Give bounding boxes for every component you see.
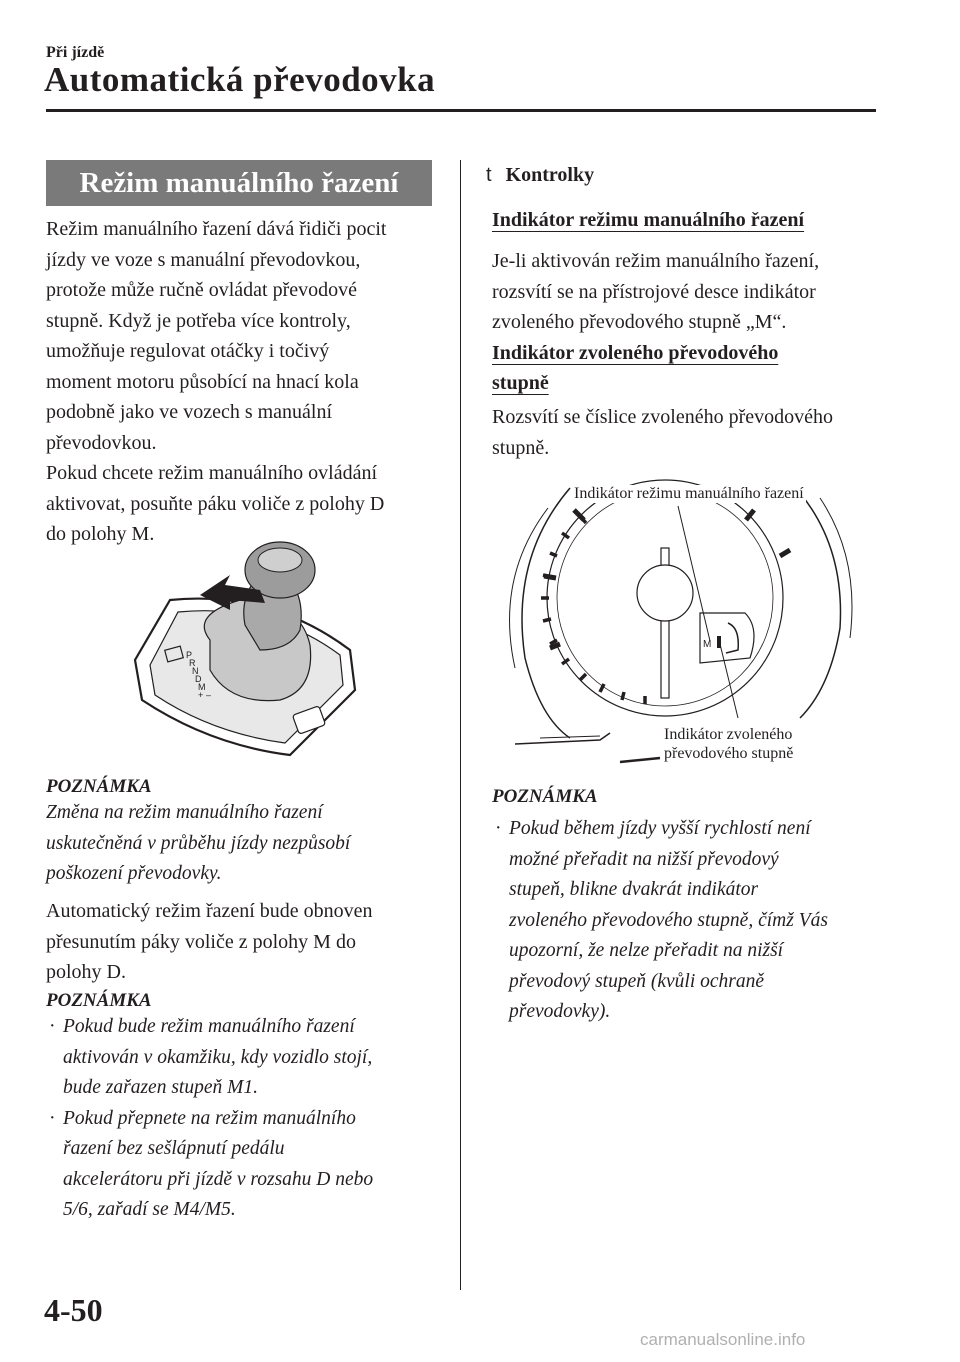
kontrolky-heading — [486, 164, 594, 187]
intro-paragraph — [46, 214, 446, 550]
kontrolky-title: Kontrolky — [505, 164, 595, 186]
intro-line: stupně. Když je potřeba více kontroly, — [46, 309, 351, 332]
note-line: Pokud během jízdy vyšší rychlostí není — [509, 818, 811, 839]
note-heading: POZNÁMKA — [492, 786, 598, 807]
note-heading: POZNÁMKA — [46, 776, 152, 797]
note-line: Pokud přepnete na režim manuálního — [63, 1107, 356, 1129]
page-title: Automatická převodovka — [44, 60, 436, 99]
intro-line: do polohy M. — [46, 523, 155, 545]
section-marker: t — [486, 164, 492, 186]
bullet-dot: · — [495, 818, 502, 839]
note-line: převodovky). — [509, 1001, 611, 1022]
figure-label-line: Indikátor zvoleného — [664, 726, 793, 743]
m-indicator-label: M — [703, 639, 712, 650]
shifter-label-p: P — [186, 650, 193, 660]
shifter-label-minus: – — [206, 690, 212, 700]
note-line: uskutečněná v průběhu jízdy nezpůsobí — [46, 832, 351, 854]
para-line: Automatický režim řazení bude obnoven — [46, 900, 373, 922]
para-line: přesunutím páky voliče z polohy M do — [46, 930, 356, 953]
note-line: aktivován v okamžiku, kdy vozidlo stojí, — [63, 1046, 373, 1068]
note-line: možné přeřadit na nižší převodový — [509, 848, 779, 870]
figure-label-gear-indicator — [664, 725, 793, 763]
note-line: zvoleného převodového stupně, čímž Vás — [509, 909, 828, 931]
para-line: stupně. — [492, 436, 550, 459]
intro-line: protože může ručně ovládat převodové — [46, 279, 357, 301]
note-line: stupeň, blikne dvakrát indikátor — [509, 879, 759, 900]
intro-line: jízdy ve voze s manuální převodovkou, — [46, 248, 361, 271]
note-line: Pokud bude režim manuálního řazení — [63, 1016, 355, 1037]
para-line: Rozsvítí se číslice zvoleného převodového — [492, 406, 834, 428]
intro-line: aktivovat, posuňte páku voliče z polohy D — [46, 492, 385, 515]
note-line: poškození převodovky. — [46, 863, 222, 884]
note-1 — [46, 776, 446, 890]
figure-label-line: převodového stupně — [664, 745, 794, 762]
subheading-mode-indicator: Indikátor režimu manuálního řazení — [492, 209, 805, 231]
section-title: Režim manuálního řazení — [46, 160, 432, 206]
note-bullet — [492, 814, 892, 1028]
intro-line: Pokud chcete režim manuálního ovládání — [46, 462, 378, 484]
chapter-label: Při jízdě — [46, 44, 105, 61]
note-3 — [492, 786, 892, 1028]
subheading-line: stupně — [492, 372, 549, 394]
note-bullet — [46, 1012, 456, 1104]
paragraph-2 — [46, 896, 446, 988]
note-heading: POZNÁMKA — [46, 990, 152, 1011]
title-rule — [46, 109, 876, 112]
shifter-label-d: D — [195, 674, 202, 684]
para-line: zvoleného převodového stupně „M“. — [492, 311, 787, 333]
gear-shifter-illustration — [130, 540, 370, 760]
note-line: akcelerátoru při jízdě v rozsahu D nebo — [63, 1168, 374, 1190]
intro-line: moment motoru působící na hnací kola — [46, 370, 359, 393]
intro-line: podobně jako ve vozech s manuální — [46, 401, 333, 423]
para-line: Je-li aktivován režim manuálního řazení, — [492, 250, 820, 272]
intro-line: Režim manuálního řazení dává řidiči pocit — [46, 218, 387, 240]
watermark: carmanualsonline.info — [640, 1330, 806, 1349]
bullet-dot: · — [49, 1107, 56, 1129]
subheading-line: Indikátor zvoleného převodového — [492, 342, 779, 364]
intro-line: umožňuje regulovat otáčky i točivý — [46, 340, 330, 362]
page-number: 4-50 — [44, 1292, 103, 1328]
note-line: Změna na režim manuálního řazení — [46, 802, 323, 823]
note-line: bude zařazen stupeň M1. — [63, 1077, 258, 1098]
shifter-label-plus: + — [198, 690, 204, 700]
note-line: řazení bez sešlápnutí pedálu — [63, 1138, 285, 1159]
bullet-dot: · — [49, 1016, 56, 1037]
gear-indicator-text — [492, 402, 892, 463]
subheading-gear-indicator — [492, 338, 778, 398]
figure-label-mode-indicator: Indikátor režimu manuálního řazení — [574, 485, 804, 502]
column-divider — [460, 160, 461, 1290]
shifter-label-r: R — [189, 658, 196, 668]
para-line: polohy D. — [46, 961, 126, 983]
note-line: upozorní, že nelze přeřadit na nižší — [509, 940, 784, 961]
intro-line: převodovkou. — [46, 431, 157, 454]
shifter-label-n: N — [192, 666, 199, 676]
note-line: 5/6, zařadí se M4/M5. — [63, 1199, 236, 1220]
para-line: rozsvítí se na přístrojové desce indikátor — [492, 280, 816, 303]
note-bullet — [46, 1104, 456, 1226]
shifter-label-m: M — [198, 682, 206, 692]
mode-indicator-text — [492, 246, 892, 338]
note-2 — [46, 990, 456, 1226]
note-line: převodový stupeň (kvůli ochraně — [509, 970, 765, 992]
